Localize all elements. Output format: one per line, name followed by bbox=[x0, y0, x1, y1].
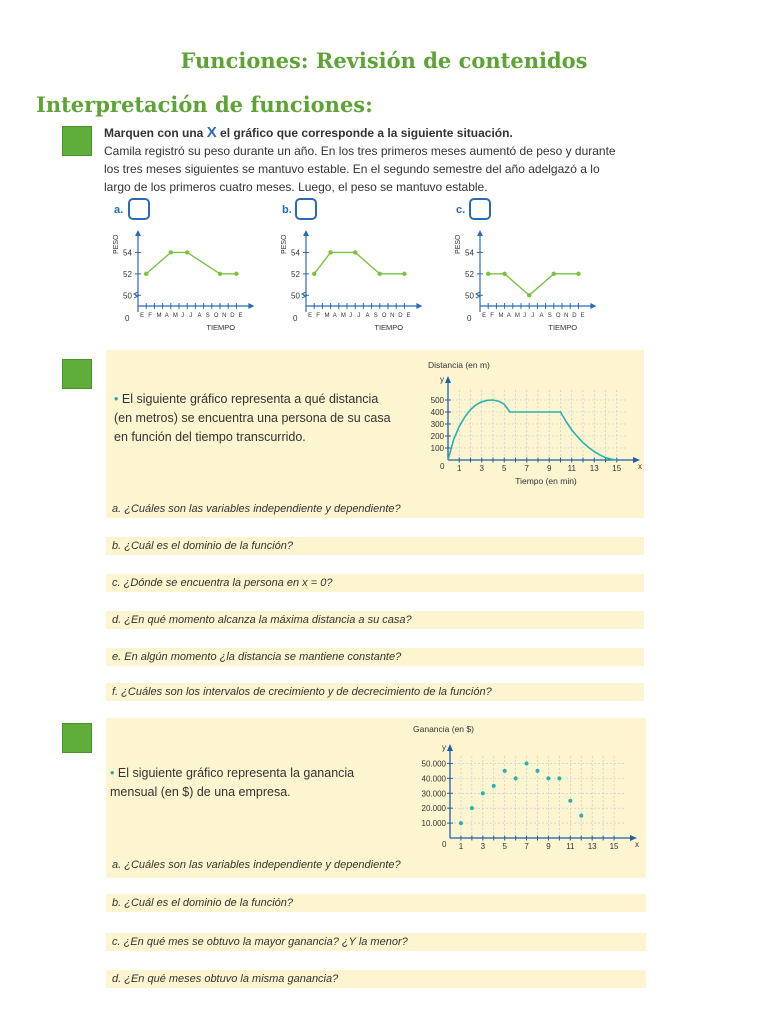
distance-x-tick-label: 3 bbox=[479, 464, 484, 473]
profit-x-tick-label: 7 bbox=[524, 842, 529, 851]
profit-y-name: y bbox=[442, 743, 446, 752]
weight-b-point bbox=[353, 250, 357, 254]
weight-b-x-arrow bbox=[416, 303, 422, 309]
instruction-pre: Marquen con una bbox=[104, 126, 207, 140]
weight-a-x-tick-label: M bbox=[156, 313, 162, 319]
weight-a-x-tick-label: A bbox=[164, 313, 169, 319]
exercise-1-text bbox=[104, 124, 624, 196]
distance-y-arrow bbox=[445, 376, 451, 383]
distance-chart bbox=[418, 356, 646, 490]
weight-c-x-tick-label: D bbox=[572, 313, 577, 319]
profit-origin-label: 0 bbox=[442, 840, 447, 849]
profit-x-tick-label: 3 bbox=[480, 842, 486, 851]
weight-a-x-tick-label: M bbox=[172, 313, 178, 319]
weight-c-y-tick-label: 50 bbox=[465, 291, 474, 301]
option-a-label: a. bbox=[114, 204, 124, 216]
profit-x-tick-label: 1 bbox=[458, 842, 464, 851]
weight-c-x-tick-label: A bbox=[506, 313, 511, 319]
question-3d: d. ¿En qué meses obtuvo la misma ganancia? bbox=[106, 970, 646, 988]
question-2b: b. ¿Cuál es el dominio de la función? bbox=[106, 537, 644, 555]
weight-c-x-tick-label: E bbox=[482, 313, 487, 319]
weight-a-x-tick-label: J bbox=[189, 313, 193, 319]
weight-chart-c bbox=[450, 226, 615, 336]
weight-a-x-tick-label: E bbox=[140, 313, 145, 319]
bullet: • bbox=[110, 766, 115, 780]
weight-b-x-tick-label: N bbox=[390, 313, 395, 319]
weight-b-point bbox=[378, 272, 382, 276]
weight-c-x-tick-label: S bbox=[547, 313, 552, 319]
situation-text: Camila registró su peso durante un año. En los tres primeros meses aumentó de peso y durante los tres meses siguientes se mantuvo estable. En el segundo semestre del año adelgazó a lo largo de los primeros cuatro meses. Luego, el peso se mantuvo estable. bbox=[104, 144, 616, 194]
profit-point bbox=[536, 769, 540, 773]
weight-c-x-tick-label: E bbox=[580, 313, 585, 319]
weight-b-y-tick-label: 54 bbox=[291, 248, 300, 258]
question-3c: c. ¿En qué mes se obtuvo la mayor ganancia? ¿Y la menor? bbox=[106, 933, 646, 951]
question-2a: a. ¿Cuáles son las variables independiente y dependiente? bbox=[106, 500, 644, 518]
option-c-checkbox[interactable] bbox=[469, 198, 491, 220]
profit-chart bbox=[405, 720, 648, 856]
weight-c-x-tick-label: N bbox=[564, 313, 569, 319]
distance-x-tick-label: 9 bbox=[547, 464, 552, 473]
distance-x-tick-label: 11 bbox=[567, 464, 576, 473]
weight-b-x-tick-label: O bbox=[381, 313, 387, 319]
weight-a-x-tick-label: E bbox=[238, 313, 243, 319]
profit-y-tick-label: 40.000 bbox=[421, 774, 446, 784]
profit-y-tick-label: 20.000 bbox=[421, 804, 446, 814]
weight-b-x-tick-label: E bbox=[308, 313, 313, 319]
distance-y-name: y bbox=[440, 375, 444, 384]
weight-a-y-arrow bbox=[135, 230, 141, 236]
distance-x-tick-label: 13 bbox=[589, 464, 599, 473]
question-2f: f. ¿Cuáles son los intervalos de crecimiento y de decrecimiento de la función? bbox=[106, 683, 644, 701]
weight-b-x-tick-label: J bbox=[349, 313, 353, 319]
weight-c-x-tick-label: M bbox=[514, 313, 520, 319]
weight-a-point bbox=[169, 250, 173, 254]
weight-a-point bbox=[144, 272, 148, 276]
weight-b-y-tick-label: 52 bbox=[291, 269, 300, 279]
weight-c-x-label: TIEMPO bbox=[548, 323, 578, 332]
distance-y-tick-label: 500 bbox=[430, 396, 444, 405]
instruction-post: el gráfico que corresponde a la siguiente situación. bbox=[216, 126, 513, 140]
weight-a-x-arrow bbox=[248, 303, 254, 309]
distance-x-tick-label: 15 bbox=[612, 464, 622, 473]
weight-c-y-tick-label: 52 bbox=[465, 269, 474, 279]
weight-a-point bbox=[185, 250, 189, 254]
profit-point bbox=[525, 761, 529, 765]
weight-b-point bbox=[312, 272, 316, 276]
weight-a-y-label: PESO bbox=[113, 234, 120, 254]
instruction-x: X bbox=[206, 124, 217, 141]
distance-y-tick-label: 300 bbox=[430, 420, 444, 429]
weight-a-y-tick-label: 52 bbox=[123, 269, 132, 279]
profit-point bbox=[514, 776, 518, 780]
weight-c-origin-label: 0 bbox=[467, 314, 472, 323]
weight-a-y-tick-label: 54 bbox=[123, 248, 132, 258]
weight-c-y-tick-label: 54 bbox=[465, 248, 474, 258]
distance-title: Distancia (en m) bbox=[428, 360, 490, 370]
weight-chart-b bbox=[276, 226, 441, 336]
weight-a-x-tick-label: N bbox=[222, 313, 227, 319]
weight-chart-a bbox=[108, 226, 273, 336]
weight-c-x-tick-label: J bbox=[523, 313, 527, 319]
weight-b-y-label: PESO bbox=[281, 234, 288, 254]
distance-series-line bbox=[448, 400, 617, 460]
option-b-label: b. bbox=[282, 204, 292, 216]
bullet: • bbox=[114, 392, 119, 406]
exercise-3-intro bbox=[110, 764, 380, 802]
weight-a-x-tick-label: F bbox=[148, 313, 152, 319]
weight-c-x-tick-label: O bbox=[555, 313, 561, 319]
weight-b-y-tick-label: 50 bbox=[291, 291, 300, 301]
weight-b-x-tick-label: J bbox=[357, 313, 361, 319]
weight-c-x-tick-label: F bbox=[490, 313, 494, 319]
distance-y-tick-label: 100 bbox=[430, 444, 444, 453]
weight-a-x-tick-label: O bbox=[213, 313, 219, 319]
profit-y-tick-label: 50.000 bbox=[421, 759, 446, 769]
weight-c-point bbox=[576, 272, 580, 276]
weight-a-x-tick-label: J bbox=[181, 313, 185, 319]
weight-a-point bbox=[234, 272, 238, 276]
section-title: Interpretación de funciones: bbox=[36, 92, 373, 117]
profit-point bbox=[503, 769, 507, 773]
question-2c: c. ¿Dónde se encuentra la persona en x = 0? bbox=[106, 574, 644, 592]
profit-y-tick-label: 10.000 bbox=[421, 819, 446, 829]
weight-c-point bbox=[552, 272, 556, 276]
weight-b-x-tick-label: A bbox=[332, 313, 337, 319]
weight-a-x-tick-label: A bbox=[197, 313, 202, 319]
intro-text: El siguiente gráfico representa la ganancia mensual (en $) de una empresa. bbox=[110, 766, 355, 799]
profit-point bbox=[546, 776, 550, 780]
weight-b-y-arrow bbox=[303, 230, 309, 236]
weight-c-point bbox=[502, 272, 506, 276]
profit-y-arrow bbox=[447, 744, 453, 751]
weight-b-x-tick-label: D bbox=[398, 313, 403, 319]
distance-y-tick-label: 400 bbox=[430, 408, 444, 417]
distance-x-tick-label: 1 bbox=[457, 464, 462, 473]
option-c-label: c. bbox=[456, 204, 466, 216]
profit-x-tick-label: 5 bbox=[502, 842, 507, 851]
weight-c-y-arrow bbox=[477, 230, 483, 236]
question-3b: b. ¿Cuál es el dominio de la función? bbox=[106, 894, 646, 912]
profit-point bbox=[557, 776, 561, 780]
profit-y-tick-label: 30.000 bbox=[421, 789, 446, 799]
weight-c-point bbox=[486, 272, 490, 276]
distance-x-label: Tiempo (en min) bbox=[515, 476, 577, 486]
weight-c-x-tick-label: J bbox=[531, 313, 535, 319]
weight-b-point bbox=[328, 250, 332, 254]
weight-a-point bbox=[218, 272, 222, 276]
weight-c-point bbox=[527, 293, 531, 297]
distance-origin-label: 0 bbox=[440, 462, 445, 471]
profit-x-name: x bbox=[635, 840, 639, 849]
weight-c-x-tick-label: M bbox=[498, 313, 504, 319]
exercise-3-marker bbox=[62, 723, 92, 753]
profit-x-tick-label: 11 bbox=[566, 842, 575, 851]
weight-b-x-tick-label: M bbox=[324, 313, 330, 319]
question-2e: e. En algún momento ¿la distancia se mantiene constante? bbox=[106, 648, 644, 666]
weight-a-x-tick-label: D bbox=[230, 313, 235, 319]
weight-b-x-tick-label: F bbox=[316, 313, 320, 319]
distance-x-tick-label: 7 bbox=[524, 464, 529, 473]
distance-y-tick-label: 200 bbox=[430, 432, 444, 441]
profit-point bbox=[459, 821, 463, 825]
distance-x-tick-label: 5 bbox=[502, 464, 507, 473]
weight-b-point bbox=[402, 272, 406, 276]
option-a-checkbox[interactable] bbox=[128, 198, 150, 220]
weight-b-x-tick-label: S bbox=[373, 313, 378, 319]
profit-point bbox=[568, 799, 572, 803]
weight-c-x-tick-label: A bbox=[539, 313, 544, 319]
weight-a-x-tick-label: S bbox=[205, 313, 210, 319]
profit-point bbox=[470, 806, 474, 810]
weight-b-x-tick-label: E bbox=[406, 313, 411, 319]
weight-a-series-line bbox=[146, 252, 236, 273]
profit-point bbox=[492, 784, 496, 788]
weight-a-y-tick-label: 50 bbox=[123, 291, 132, 301]
weight-c-y-label: PESO bbox=[455, 234, 462, 254]
profit-title: Ganancia (en $) bbox=[413, 724, 474, 734]
profit-x-tick-label: 15 bbox=[609, 842, 619, 851]
profit-x-tick-label: 13 bbox=[587, 842, 597, 851]
weight-b-origin-label: 0 bbox=[293, 314, 298, 323]
weight-c-series-line bbox=[488, 274, 578, 295]
weight-a-origin-label: 0 bbox=[125, 314, 130, 323]
weight-b-x-tick-label: M bbox=[340, 313, 346, 319]
exercise-1-marker bbox=[62, 126, 92, 156]
option-b-checkbox[interactable] bbox=[295, 198, 317, 220]
exercise-2-marker bbox=[62, 359, 92, 389]
question-3a: a. ¿Cuáles son las variables independiente y dependiente? bbox=[106, 856, 646, 874]
exercise-2-intro bbox=[114, 390, 394, 447]
profit-point bbox=[481, 791, 485, 795]
profit-x-tick-label: 9 bbox=[546, 842, 551, 851]
document-title: Funciones: Revisión de contenidos bbox=[180, 48, 588, 73]
question-2d: d. ¿En qué momento alcanza la máxima distancia a su casa? bbox=[106, 611, 644, 629]
profit-point bbox=[579, 814, 583, 818]
distance-x-name: x bbox=[638, 462, 642, 471]
weight-a-x-label: TIEMPO bbox=[206, 323, 236, 332]
weight-b-series-line bbox=[314, 252, 404, 273]
weight-b-x-tick-label: A bbox=[365, 313, 370, 319]
weight-b-x-label: TIEMPO bbox=[374, 323, 404, 332]
intro-text: El siguiente gráfico representa a qué distancia (en metros) se encuentra una persona de su casa en función del tiempo transcurrido. bbox=[114, 392, 391, 444]
weight-c-x-arrow bbox=[590, 303, 596, 309]
